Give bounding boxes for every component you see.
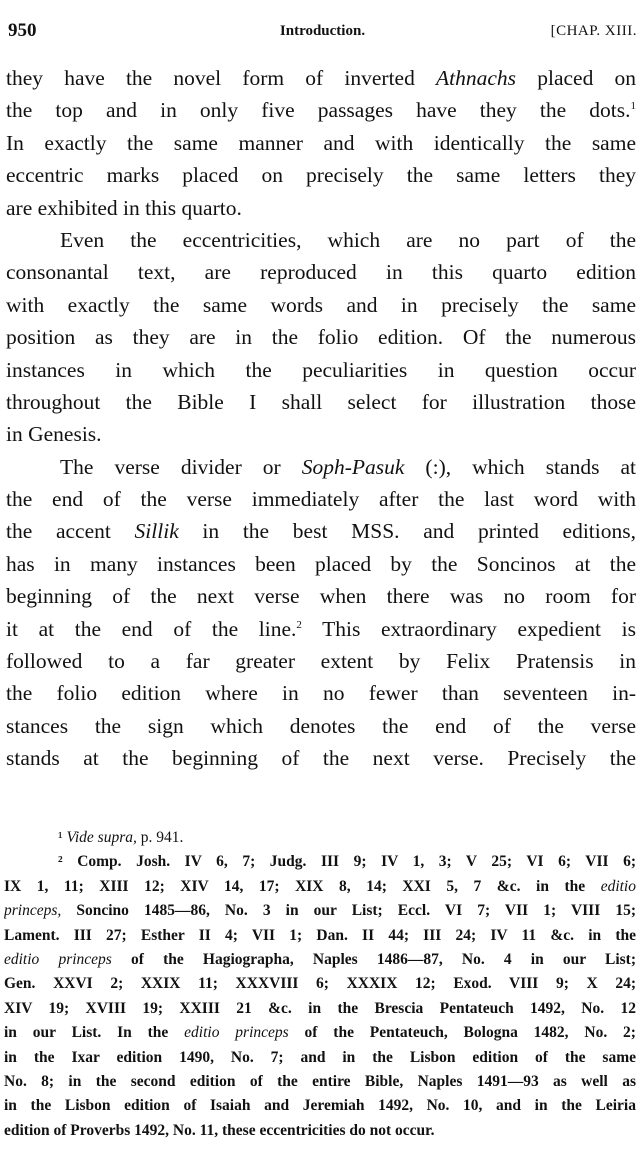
body-line (6, 710, 636, 742)
body-line (6, 289, 636, 321)
running-title: Introduction. (279, 23, 366, 39)
italic-text: editio princeps (184, 1024, 289, 1042)
body-line (6, 515, 636, 547)
text-run: in the best MSS. and printed editions, (178, 519, 636, 544)
italic-text: Soph-Pasuk (301, 454, 405, 479)
italic-text: Sillik (134, 519, 179, 544)
body-line (6, 742, 636, 774)
text-run: p. 941. (136, 829, 184, 846)
footnote-line (4, 1046, 636, 1070)
body-line (6, 483, 636, 515)
text-run: the folio edition where in no fewer than seventeen in- (6, 681, 636, 706)
footnote-marker: 1 (630, 100, 636, 113)
body-line (6, 451, 636, 483)
body-line (6, 418, 636, 450)
text-run: No. 8; in the second edition of the entire Bible, Naples 1491—93 as well as (4, 1072, 636, 1090)
page-header (8, 20, 637, 46)
body-line (6, 62, 636, 94)
page-number: 950 (8, 20, 37, 41)
body-line (6, 677, 636, 709)
text-run: of the Pentateuch, Bologna 1482, No. 2; (288, 1024, 636, 1042)
italic-text: princeps, (4, 902, 62, 920)
text-run: In exactly the same manner and with identically the same (6, 130, 636, 155)
text-run: beginning of the next verse when there was no room for (6, 584, 636, 609)
text-run: IX 1, 11; XIII 12; XIV 14, 17; XIX 8, 14; XXI 5, 7 &c. in the (4, 877, 601, 895)
text-run: the end of the verse immediately after the last word with (6, 487, 636, 512)
text-run: Lament. III 27; Esther II 4; VII 1; Dan. II 44; III 24; IV 11 &c. in the (4, 926, 636, 944)
text-run: with exactly the same words and in precisely the same (6, 292, 636, 317)
text-run: are exhibited in this quarto. (6, 195, 242, 220)
text-run: placed on (516, 66, 636, 90)
body-line (6, 94, 636, 126)
text-run: they have the novel form of inverted (6, 66, 437, 90)
text-run: in the Lisbon edition of Isaiah and Jeremiah 1492, No. 10, and in the Leiria (4, 1097, 636, 1115)
text-run: position as they are in the folio edition. Of the numerous (6, 325, 636, 350)
text-run: followed to a far greater extent by Felix Pratensis in (6, 649, 636, 674)
text-run: Soncino 1485—86, No. 3 in our List; Eccl. VI 7; VII 1; VIII 15; (61, 902, 636, 920)
body-line (6, 645, 636, 677)
body-line (6, 386, 636, 418)
text-run: stands at the beginning of the next verse. Precisely the (6, 746, 636, 771)
text-run: the accent (6, 519, 135, 544)
footnote-line (4, 850, 636, 874)
text-run: XIV 19; XVIII 19; XXIII 21 &c. in the Brescia Pentateuch 1492, No. 12 (4, 999, 636, 1017)
body-text (6, 62, 636, 775)
body-line (6, 613, 636, 645)
body-line (6, 580, 636, 612)
text-run: ¹ (58, 829, 67, 846)
text-run: The verse divider or (60, 454, 302, 479)
text-run: Even the eccentricities, which are no part of the (60, 227, 636, 252)
body-line (6, 321, 636, 353)
chapter-reference: [CHAP. XIII. (550, 23, 637, 39)
italic-text: Athnachs (436, 66, 517, 90)
footnote-line (4, 1094, 636, 1118)
footnote-marker: 2 (296, 618, 302, 631)
footnote-line (4, 1021, 636, 1045)
text-run: of the Hagiographa, Naples 1486—87, No. 4 in our List; (111, 950, 636, 968)
text-run: This extraordinary expedient is (301, 616, 636, 641)
footnote-line (4, 1119, 636, 1143)
text-run: instances in which the peculiarities in question occur (6, 357, 636, 382)
text-run: in the Ixar edition 1490, No. 7; and in the Lisbon edition of the same (4, 1048, 636, 1066)
italic-text: editio (600, 877, 636, 895)
footnote-line (4, 972, 636, 996)
text-run: throughout the Bible I shall select for illustration those (6, 389, 636, 414)
footnote-line (4, 924, 636, 948)
text-run: it at the end of the line. (6, 616, 297, 641)
text-run: has in many instances been placed by the Soncinos at the (6, 551, 636, 576)
text-run: the top and in only five passages have they the dots. (6, 98, 631, 123)
text-run: in Genesis. (6, 422, 102, 447)
footnote-line (4, 948, 636, 972)
text-run: (:), which stands at (404, 454, 636, 479)
body-line (6, 548, 636, 580)
text-run: edition of Proverbs 1492, No. 11, these eccentricities do not occur. (4, 1121, 435, 1139)
body-line (6, 224, 636, 256)
italic-text: editio princeps (4, 950, 112, 968)
body-line (6, 354, 636, 386)
footnote-line (4, 826, 636, 850)
text-run: in our List. In the (4, 1024, 185, 1042)
footnote-line (4, 1070, 636, 1094)
footnotes (4, 826, 636, 1143)
footnote-line (4, 899, 636, 923)
italic-text: Vide supra, (66, 829, 137, 846)
text-run: ² Comp. Josh. IV 6, 7; Judg. III 9; IV 1, 3; V 25; VI 6; VII 6; (58, 853, 636, 871)
footnote-line (4, 997, 636, 1021)
footnote-line (4, 875, 636, 899)
body-line (6, 127, 636, 159)
text-run: eccentric marks placed on precisely the same letters they (6, 163, 636, 188)
body-line (6, 192, 636, 224)
body-line (6, 159, 636, 191)
text-run: Gen. XXVI 2; XXIX 11; XXXVIII 6; XXXIX 12; Exod. VIII 9; X 24; (4, 975, 636, 993)
body-line (6, 256, 636, 288)
text-run: consonantal text, are reproduced in this quarto edition (6, 260, 636, 285)
text-run: stances the sign which denotes the end of the verse (6, 713, 636, 738)
